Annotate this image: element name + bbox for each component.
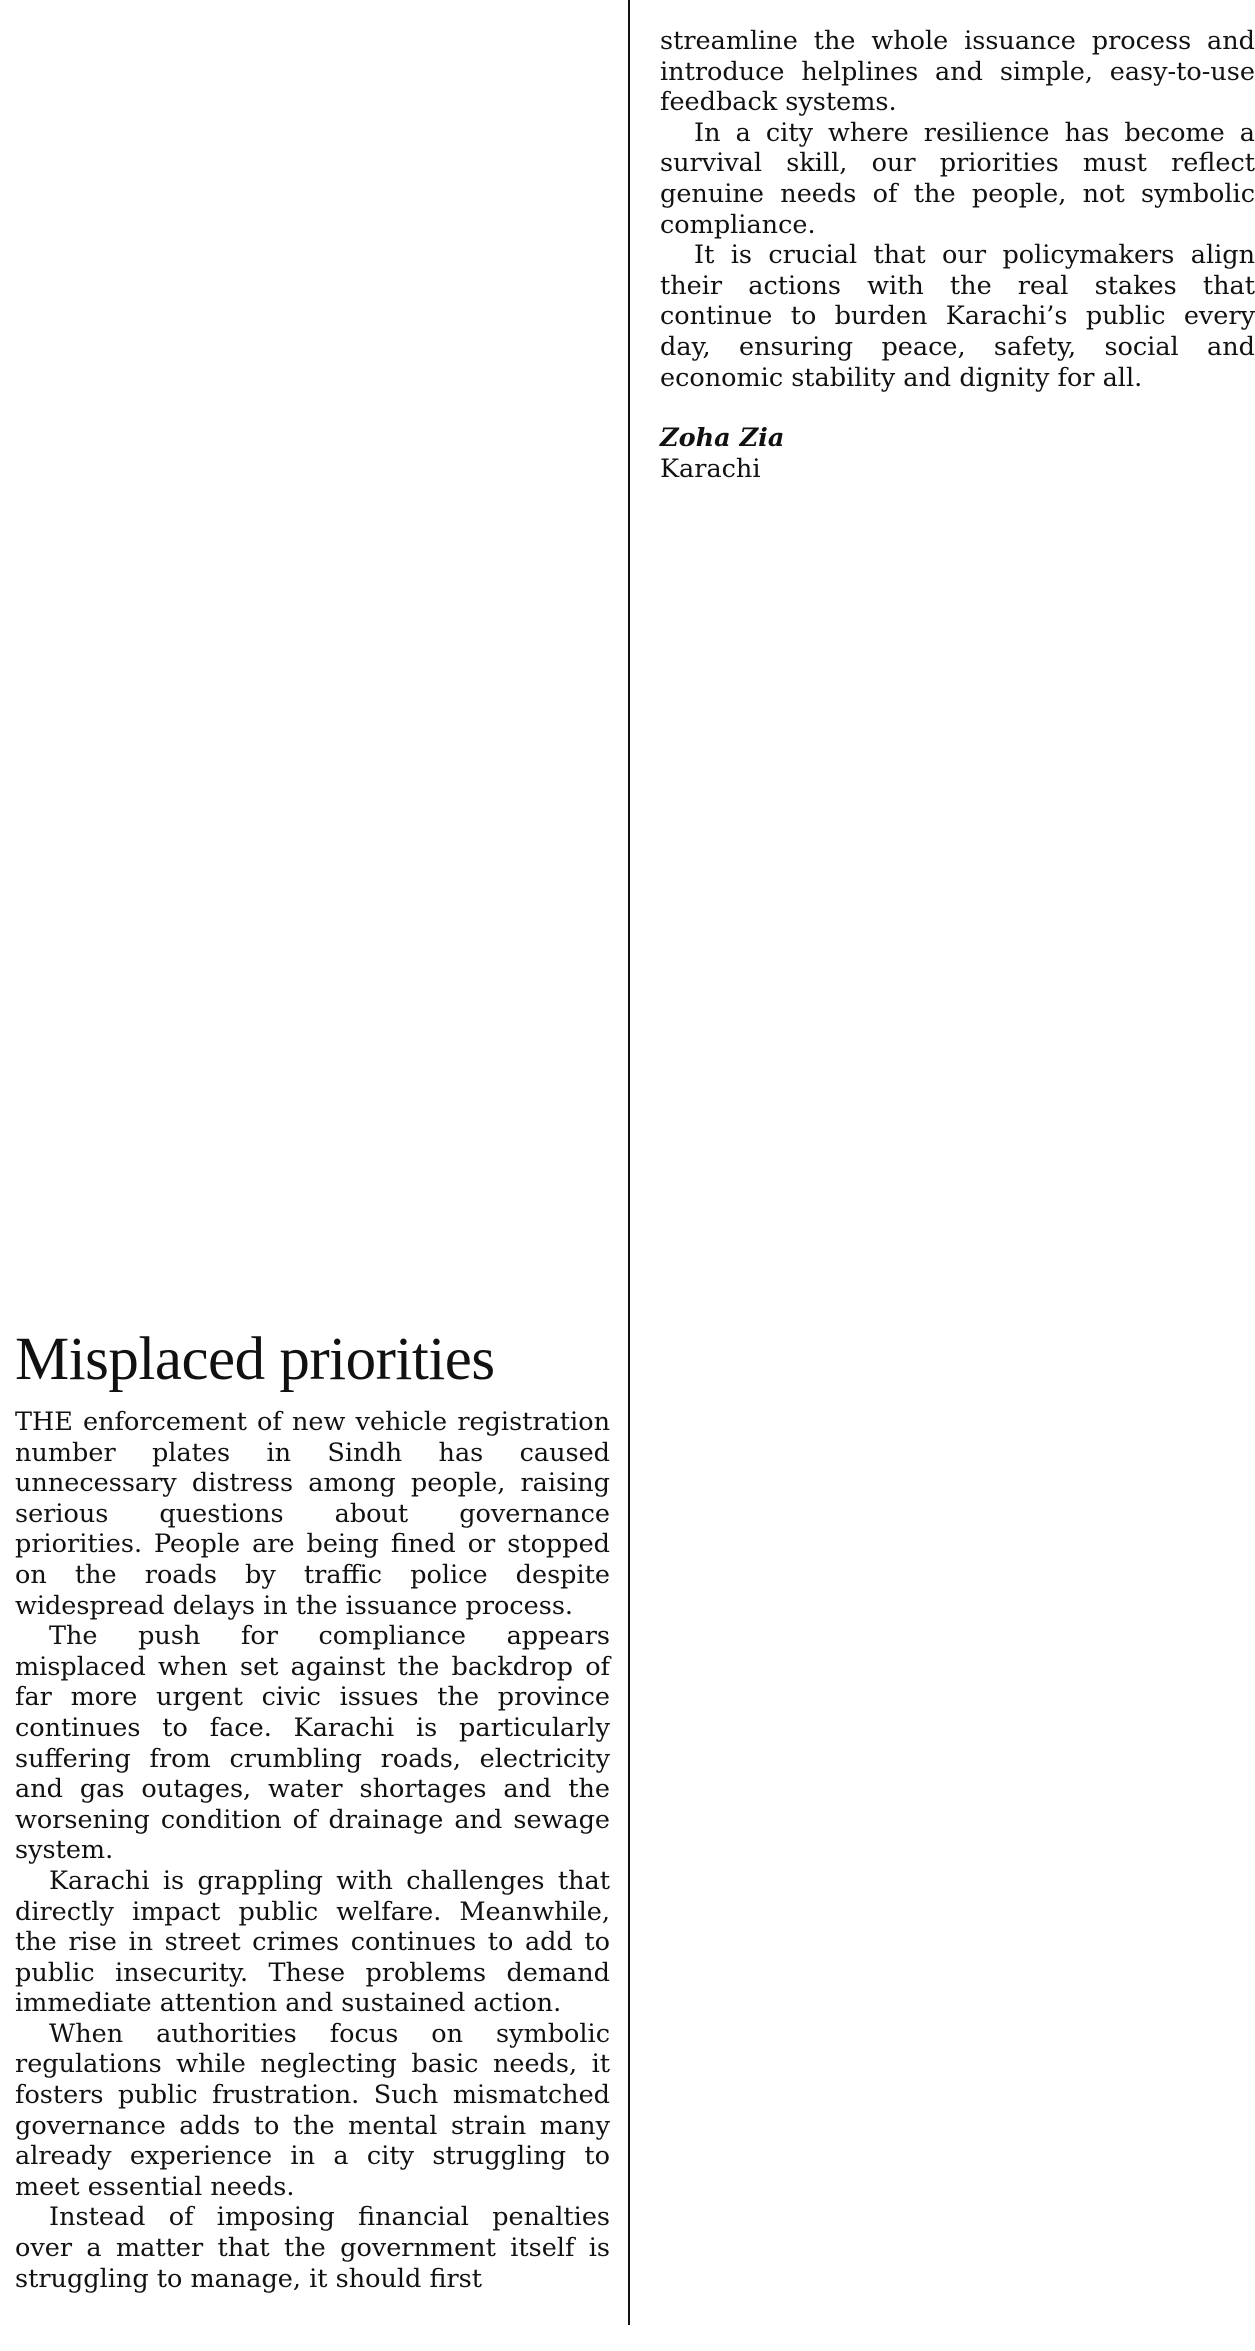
right-column [660,26,1255,484]
article-paragraph: streamline the whole issuance process and introduce helplines and simple, easy-to-use feedback systems. [660,26,1255,118]
article-paragraph: When authorities focus on symbolic regulations while neglecting basic needs, it fosters public frustration. Such mismatched governance adds to the mental strain many already experience in a city struggling to meet essential needs. [15,2018,610,2202]
article-paragraph: Instead of imposing financial penalties over a matter that the government itself is struggling to manage, it should first [15,2202,610,2294]
author-city: Karachi [660,453,761,484]
article-headline: Misplaced priorities [15,1326,495,1393]
article-paragraph: The push for compliance appears misplaced when set against the backdrop of far more urgent civic issues the province continues to face. Karachi is particularly suffering from crumbling roads, electricity and gas outages, water shortages and the worsening condition of drainage and sewage system. [15,1621,610,1866]
column-divider [628,0,630,2325]
article-paragraph: THE enforcement of new vehicle registration number plates in Sindh has caused unnecessary distress among people, raising serious questions about governance priorities. People are being fined or stopped on the roads by traffic police despite widespread delays in the issuance process. [15,1407,610,1621]
left-column [15,1325,610,2294]
article-paragraph: Karachi is grappling with challenges that directly impact public welfare. Meanwhile, the rise in street crimes continues to add to public insecurity. These problems demand immediate attention and sustained action. [15,1865,610,2019]
author-signoff [660,423,1255,484]
article-paragraph: It is crucial that our policymakers align their actions with the real stakes that continue to burden Karachi’s public every day, ensuring peace, safety, social and economic stability and dignity for all. [660,240,1255,393]
author-name: Zoha Zia [660,423,785,454]
article-paragraph: In a city where resilience has become a survival skill, our priorities must reflect genuine needs of the people, not symbolic compliance. [660,117,1255,240]
